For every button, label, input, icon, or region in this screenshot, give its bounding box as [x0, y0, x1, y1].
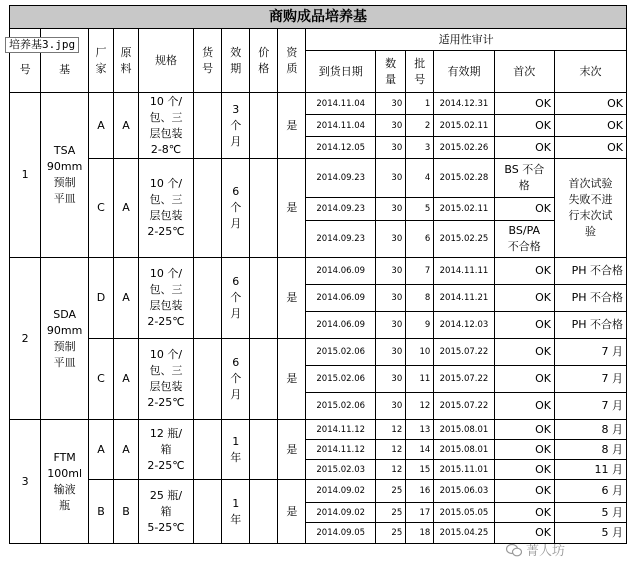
- header-batch: 批 号: [406, 51, 434, 93]
- valid-until: 2014.12.03: [434, 312, 494, 339]
- quantity: 30: [376, 366, 406, 393]
- supplier-material: B: [114, 480, 139, 544]
- arrival-date: 2015.02.06: [306, 393, 376, 420]
- batch-number: 3: [406, 137, 434, 159]
- last-result: 8 月: [554, 420, 626, 440]
- supplier-lot: [194, 420, 222, 480]
- table-row: [10, 480, 627, 503]
- supplier-lot: [194, 159, 222, 258]
- valid-until: 2015.02.25: [434, 221, 494, 258]
- report-sheet: [9, 5, 627, 544]
- arrival-date: 2014.09.02: [306, 480, 376, 503]
- chat-bubble-icon: [506, 543, 522, 557]
- valid-until: 2015.08.01: [434, 440, 494, 460]
- table-row: [10, 339, 627, 366]
- header-maker: 厂 家: [89, 29, 114, 93]
- first-result: OK: [494, 460, 554, 480]
- arrival-date: 2014.06.09: [306, 285, 376, 312]
- batch-number: 5: [406, 198, 434, 221]
- valid-until: 2015.02.11: [434, 115, 494, 137]
- quantity: 30: [376, 339, 406, 366]
- supplier-expiry: 6 个 月: [222, 339, 250, 420]
- header-arrival: 到货日期: [306, 51, 376, 93]
- supplier-material: A: [114, 339, 139, 420]
- batch-number: 11: [406, 366, 434, 393]
- quantity: 30: [376, 258, 406, 285]
- header-first: 首次: [494, 51, 554, 93]
- first-result: OK: [494, 198, 554, 221]
- supplier-maker: B: [89, 480, 114, 544]
- supplier-spec: 10 个/ 包、三 层包装 2-25℃: [138, 258, 193, 339]
- batch-number: 14: [406, 440, 434, 460]
- watermark-text: 菁人坊: [526, 544, 566, 559]
- last-result: 5 月: [554, 503, 626, 523]
- arrival-date: 2014.09.23: [306, 198, 376, 221]
- medium-name: SDA 90mm 预制 平皿: [41, 258, 89, 420]
- first-result: OK: [494, 440, 554, 460]
- supplier-material: A: [114, 93, 139, 159]
- table-title: 商购成品培养基: [10, 6, 627, 29]
- culture-media-table: [9, 5, 627, 544]
- header-price: 价 格: [250, 29, 278, 93]
- last-result: 6 月: [554, 480, 626, 503]
- supplier-expiry: 1 年: [222, 480, 250, 544]
- quantity: 12: [376, 440, 406, 460]
- batch-number: 4: [406, 159, 434, 198]
- header-spec: 规格: [138, 29, 193, 93]
- first-result: OK: [494, 503, 554, 523]
- arrival-date: 2014.11.12: [306, 440, 376, 460]
- batch-number: 13: [406, 420, 434, 440]
- valid-until: 2015.02.28: [434, 159, 494, 198]
- medium-name: FTM 100ml 输液 瓶: [41, 420, 89, 544]
- table-row: [10, 93, 627, 115]
- header-expiry: 效 期: [222, 29, 250, 93]
- valid-until: 2015.07.22: [434, 339, 494, 366]
- supplier-price: [250, 480, 278, 544]
- last-result: 11 月: [554, 460, 626, 480]
- group-index: 2: [10, 258, 41, 420]
- valid-until: 2015.08.01: [434, 420, 494, 440]
- arrival-date: 2014.06.09: [306, 312, 376, 339]
- first-result: OK: [494, 93, 554, 115]
- header-lot: 货 号: [194, 29, 222, 93]
- supplier-expiry: 6 个 月: [222, 258, 250, 339]
- batch-number: 7: [406, 258, 434, 285]
- table-row: [10, 258, 627, 285]
- arrival-date: 2014.09.05: [306, 523, 376, 544]
- supplier-spec: 12 瓶/ 箱 2-25℃: [138, 420, 193, 480]
- batch-number: 2: [406, 115, 434, 137]
- supplier-price: [250, 93, 278, 159]
- supplier-price: [250, 420, 278, 480]
- first-result: OK: [494, 393, 554, 420]
- quantity: 25: [376, 480, 406, 503]
- arrival-date: 2014.09.02: [306, 503, 376, 523]
- last-result: PH 不合格: [554, 258, 626, 285]
- supplier-lot: [194, 480, 222, 544]
- batch-number: 8: [406, 285, 434, 312]
- valid-until: 2015.07.22: [434, 393, 494, 420]
- last-result: 5 月: [554, 523, 626, 544]
- supplier-qual: 是: [278, 339, 306, 420]
- batch-number: 17: [406, 503, 434, 523]
- supplier-spec: 10 个/ 包、三 层包装 2-8℃: [138, 93, 193, 159]
- first-result: OK: [494, 339, 554, 366]
- group-index: 1: [10, 93, 41, 258]
- header-review: 适用性审计: [306, 29, 627, 51]
- valid-until: 2014.12.31: [434, 93, 494, 115]
- valid-until: 2015.04.25: [434, 523, 494, 544]
- valid-until: 2015.02.26: [434, 137, 494, 159]
- supplier-expiry: 1 年: [222, 420, 250, 480]
- supplier-qual: 是: [278, 93, 306, 159]
- first-result: OK: [494, 137, 554, 159]
- group-index: 3: [10, 420, 41, 544]
- supplier-material: A: [114, 258, 139, 339]
- quantity: 30: [376, 312, 406, 339]
- arrival-date: 2014.09.23: [306, 159, 376, 198]
- last-result-merged: 首次试验 失败不进 行末次试 验: [554, 159, 626, 258]
- valid-until: 2014.11.21: [434, 285, 494, 312]
- supplier-maker: D: [89, 258, 114, 339]
- table-row: [10, 159, 627, 198]
- first-result: OK: [494, 420, 554, 440]
- quantity: 30: [376, 221, 406, 258]
- arrival-date: 2014.11.04: [306, 115, 376, 137]
- first-result: OK: [494, 258, 554, 285]
- arrival-date: 2014.06.09: [306, 258, 376, 285]
- first-result: BS 不合 格: [494, 159, 554, 198]
- valid-until: 2015.06.03: [434, 480, 494, 503]
- supplier-price: [250, 258, 278, 339]
- supplier-qual: 是: [278, 159, 306, 258]
- arrival-date: 2014.12.05: [306, 137, 376, 159]
- batch-number: 12: [406, 393, 434, 420]
- supplier-price: [250, 159, 278, 258]
- valid-until: 2015.07.22: [434, 366, 494, 393]
- header-valid: 有效期: [434, 51, 494, 93]
- batch-number: 16: [406, 480, 434, 503]
- supplier-price: [250, 339, 278, 420]
- batch-number: 18: [406, 523, 434, 544]
- quantity: 30: [376, 137, 406, 159]
- supplier-qual: 是: [278, 258, 306, 339]
- first-result: BS/PA 不合格: [494, 221, 554, 258]
- arrival-date: 2015.02.06: [306, 339, 376, 366]
- header-medium-label: 基: [59, 62, 71, 76]
- quantity: 30: [376, 159, 406, 198]
- quantity: 30: [376, 198, 406, 221]
- watermark: [506, 540, 565, 559]
- quantity: 30: [376, 393, 406, 420]
- first-result: OK: [494, 480, 554, 503]
- header-material: 原 料: [114, 29, 139, 93]
- first-result: OK: [494, 312, 554, 339]
- last-result: 7 月: [554, 339, 626, 366]
- valid-until: 2015.11.01: [434, 460, 494, 480]
- last-result: 7 月: [554, 393, 626, 420]
- quantity: 25: [376, 523, 406, 544]
- supplier-lot: [194, 93, 222, 159]
- last-result: OK: [554, 137, 626, 159]
- valid-until: 2015.05.05: [434, 503, 494, 523]
- supplier-expiry: 3 个 月: [222, 93, 250, 159]
- arrival-date: 2014.11.04: [306, 93, 376, 115]
- header-qual: 资 质: [278, 29, 306, 93]
- arrival-date: 2014.11.12: [306, 420, 376, 440]
- supplier-qual: 是: [278, 420, 306, 480]
- header-last: 末次: [554, 51, 626, 93]
- arrival-date: 2015.02.03: [306, 460, 376, 480]
- last-result: 8 月: [554, 440, 626, 460]
- arrival-date: 2014.09.23: [306, 221, 376, 258]
- header-seq-label: 号: [19, 62, 31, 76]
- supplier-lot: [194, 258, 222, 339]
- last-result: PH 不合格: [554, 285, 626, 312]
- last-result: OK: [554, 93, 626, 115]
- arrival-date: 2015.02.06: [306, 366, 376, 393]
- supplier-spec: 10 个/ 包、三 层包装 2-25℃: [138, 339, 193, 420]
- first-result: OK: [494, 366, 554, 393]
- supplier-maker: A: [89, 420, 114, 480]
- batch-number: 1: [406, 93, 434, 115]
- quantity: 30: [376, 115, 406, 137]
- batch-number: 6: [406, 221, 434, 258]
- supplier-maker: C: [89, 159, 114, 258]
- supplier-spec: 10 个/ 包、三 层包装 2-25℃: [138, 159, 193, 258]
- valid-until: 2014.11.11: [434, 258, 494, 285]
- first-result: OK: [494, 115, 554, 137]
- batch-number: 15: [406, 460, 434, 480]
- quantity: 12: [376, 460, 406, 480]
- supplier-expiry: 6 个 月: [222, 159, 250, 258]
- last-result: PH 不合格: [554, 312, 626, 339]
- first-result: OK: [494, 285, 554, 312]
- last-result: OK: [554, 115, 626, 137]
- supplier-maker: A: [89, 93, 114, 159]
- last-result: 7 月: [554, 366, 626, 393]
- supplier-qual: 是: [278, 480, 306, 544]
- batch-number: 10: [406, 339, 434, 366]
- valid-until: 2015.02.11: [434, 198, 494, 221]
- batch-number: 9: [406, 312, 434, 339]
- supplier-spec: 25 瓶/ 箱 5-25℃: [138, 480, 193, 544]
- medium-name: TSA 90mm 预制 平皿: [41, 93, 89, 258]
- quantity: 25: [376, 503, 406, 523]
- supplier-material: A: [114, 420, 139, 480]
- supplier-material: A: [114, 159, 139, 258]
- file-name-tooltip: 培养基3.jpg: [5, 37, 79, 53]
- table-row: [10, 420, 627, 440]
- first-result: OK: [494, 523, 554, 544]
- header-qty: 数 量: [376, 51, 406, 93]
- supplier-lot: [194, 339, 222, 420]
- quantity: 30: [376, 285, 406, 312]
- supplier-maker: C: [89, 339, 114, 420]
- quantity: 12: [376, 420, 406, 440]
- quantity: 30: [376, 93, 406, 115]
